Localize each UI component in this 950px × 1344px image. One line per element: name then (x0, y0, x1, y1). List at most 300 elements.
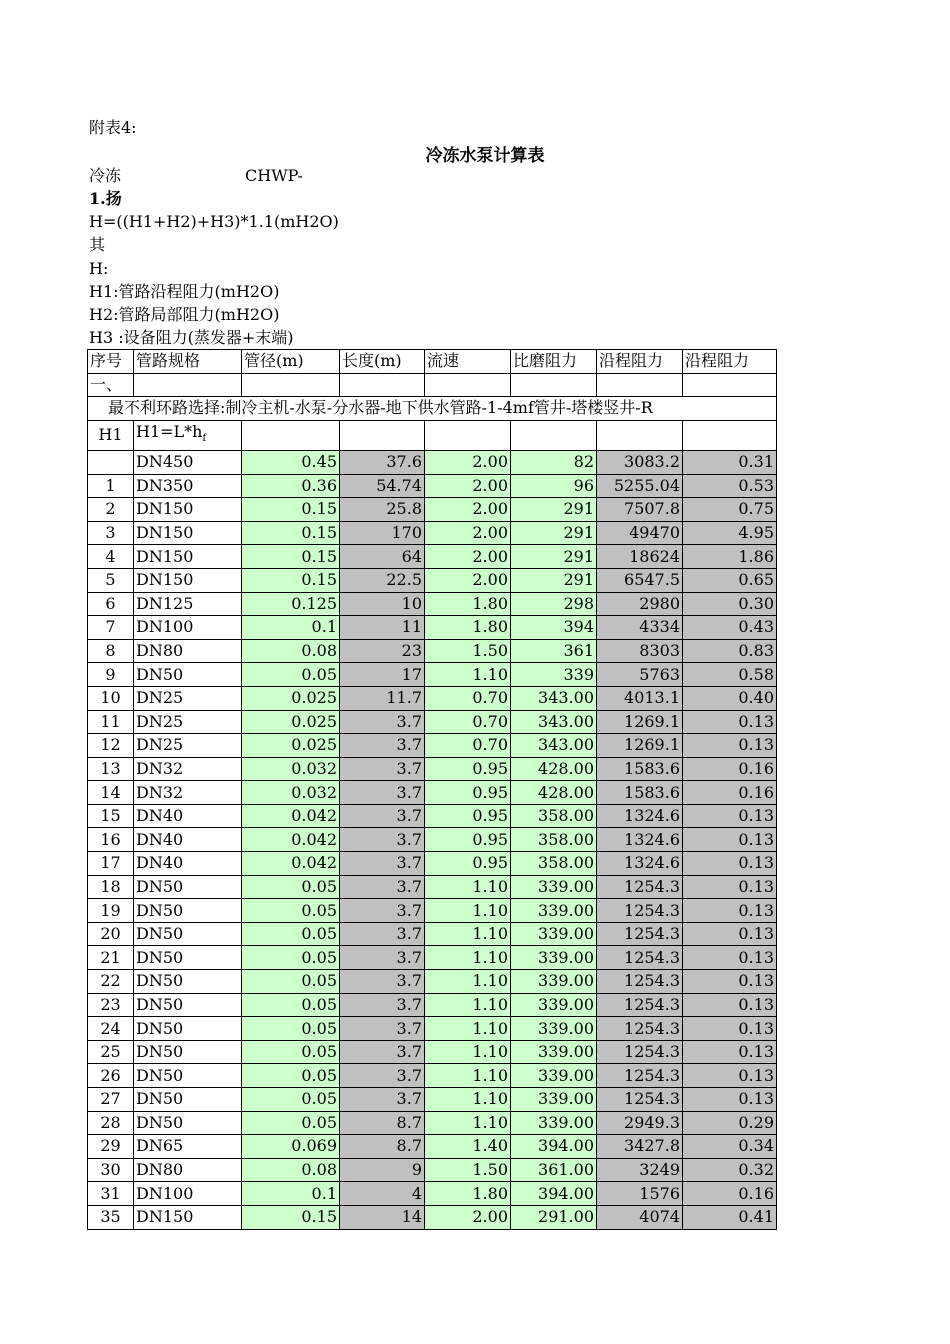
pipe-length: 17 (340, 663, 425, 687)
friction-resistance-mh2o: 0.13 (683, 804, 777, 828)
table-row (88, 1135, 777, 1159)
table-row (88, 545, 777, 569)
pipe-spec: DN150 (134, 545, 242, 569)
friction-resistance: 1254.3 (597, 1040, 683, 1064)
pipe-spec: DN50 (134, 899, 242, 923)
friction-loss: 291 (511, 498, 597, 522)
flow-velocity: 1.10 (425, 1064, 511, 1088)
flow-velocity: 2.00 (425, 545, 511, 569)
pipe-spec: DN80 (134, 639, 242, 663)
col-header-spec: 管路规格 (134, 350, 242, 374)
flow-velocity: 1.10 (425, 946, 511, 970)
row-number: 24 (88, 1017, 134, 1041)
pipe-spec: DN50 (134, 1111, 242, 1135)
pipe-diameter: 0.042 (242, 804, 340, 828)
row-number: 4 (88, 545, 134, 569)
pipe-diameter: 0.36 (242, 474, 340, 498)
table-row (88, 474, 777, 498)
row-number: 29 (88, 1135, 134, 1159)
friction-resistance-mh2o: 0.13 (683, 922, 777, 946)
friction-loss: 343.00 (511, 734, 597, 758)
friction-resistance-mh2o: 0.41 (683, 1205, 777, 1229)
pipe-spec: DN25 (134, 734, 242, 758)
table-row (88, 498, 777, 522)
pipe-diameter: 0.15 (242, 568, 340, 592)
row-number: 15 (88, 804, 134, 828)
pipe-length: 3.7 (340, 970, 425, 994)
head-formula: H=((H1+H2)+H3)*1.1(mH2O) (89, 212, 339, 231)
row-number: 13 (88, 757, 134, 781)
friction-resistance-mh2o: 0.53 (683, 474, 777, 498)
row-number: 10 (88, 686, 134, 710)
flow-velocity: 0.95 (425, 804, 511, 828)
table-row (88, 1040, 777, 1064)
pump-calc-table (87, 349, 777, 1230)
pipe-spec: DN50 (134, 875, 242, 899)
friction-resistance-mh2o: 4.95 (683, 521, 777, 545)
row-number: 20 (88, 922, 134, 946)
pipe-spec: DN25 (134, 710, 242, 734)
flow-velocity: 1.40 (425, 1135, 511, 1159)
pipe-spec: DN40 (134, 804, 242, 828)
flow-velocity: 1.80 (425, 1182, 511, 1206)
friction-resistance: 5763 (597, 663, 683, 687)
friction-loss: 358.00 (511, 804, 597, 828)
pipe-diameter: 0.069 (242, 1135, 340, 1159)
friction-loss: 343.00 (511, 710, 597, 734)
pipe-diameter: 0.05 (242, 1111, 340, 1135)
pipe-length: 8.7 (340, 1111, 425, 1135)
friction-resistance-mh2o: 0.65 (683, 568, 777, 592)
flow-velocity: 1.50 (425, 639, 511, 663)
friction-resistance-mh2o: 0.13 (683, 852, 777, 876)
table-row (88, 804, 777, 828)
friction-resistance-mh2o: 0.13 (683, 1064, 777, 1088)
pipe-diameter: 0.05 (242, 970, 340, 994)
pipe-spec: DN40 (134, 852, 242, 876)
pipe-length: 170 (340, 521, 425, 545)
flow-velocity: 2.00 (425, 498, 511, 522)
friction-resistance: 4334 (597, 616, 683, 640)
row-number: 1 (88, 474, 134, 498)
row-number: 18 (88, 875, 134, 899)
pipe-length: 3.7 (340, 710, 425, 734)
pipe-diameter: 0.05 (242, 946, 340, 970)
friction-loss: 96 (511, 474, 597, 498)
pipe-length: 11 (340, 616, 425, 640)
pipe-length: 9 (340, 1158, 425, 1182)
pipe-spec: DN50 (134, 946, 242, 970)
friction-resistance-mh2o: 0.40 (683, 686, 777, 710)
table-row (88, 568, 777, 592)
pipe-spec: DN450 (134, 450, 242, 474)
friction-loss: 339.00 (511, 993, 597, 1017)
sub-row (88, 373, 777, 397)
row-number: 21 (88, 946, 134, 970)
flow-velocity: 1.10 (425, 1088, 511, 1112)
flow-velocity: 1.10 (425, 922, 511, 946)
friction-resistance: 4074 (597, 1205, 683, 1229)
pipe-length: 25.8 (340, 498, 425, 522)
flow-velocity: 1.80 (425, 616, 511, 640)
friction-resistance-mh2o: 0.13 (683, 993, 777, 1017)
friction-resistance: 1324.6 (597, 804, 683, 828)
pipe-length: 4 (340, 1182, 425, 1206)
h1-label: H1 (88, 420, 134, 450)
friction-loss: 358.00 (511, 852, 597, 876)
pipe-spec: DN150 (134, 521, 242, 545)
friction-loss: 291 (511, 545, 597, 569)
flow-velocity: 1.10 (425, 1040, 511, 1064)
pump-code: CHWP- (245, 166, 303, 185)
friction-loss: 339.00 (511, 1088, 597, 1112)
friction-resistance: 5255.04 (597, 474, 683, 498)
pipe-diameter: 0.05 (242, 1088, 340, 1112)
friction-resistance: 1254.3 (597, 1088, 683, 1112)
friction-loss: 394 (511, 616, 597, 640)
table-row (88, 1088, 777, 1112)
flow-velocity: 0.95 (425, 781, 511, 805)
h2-description: H2:管路局部阻力(mH2O) (89, 305, 280, 324)
friction-resistance-mh2o: 0.13 (683, 875, 777, 899)
friction-loss: 291.00 (511, 1205, 597, 1229)
friction-loss: 298 (511, 592, 597, 616)
friction-loss: 339.00 (511, 875, 597, 899)
pipe-diameter: 0.025 (242, 686, 340, 710)
friction-resistance-mh2o: 0.13 (683, 1088, 777, 1112)
friction-loss: 428.00 (511, 781, 597, 805)
friction-resistance: 1583.6 (597, 781, 683, 805)
row-number: 16 (88, 828, 134, 852)
table-row (88, 781, 777, 805)
friction-loss: 394.00 (511, 1135, 597, 1159)
friction-resistance: 1254.3 (597, 899, 683, 923)
friction-loss: 339.00 (511, 1111, 597, 1135)
pipe-diameter: 0.05 (242, 922, 340, 946)
flow-velocity: 1.10 (425, 970, 511, 994)
friction-resistance-mh2o: 0.13 (683, 970, 777, 994)
pipe-length: 64 (340, 545, 425, 569)
friction-resistance-mh2o: 0.32 (683, 1158, 777, 1182)
pipe-length: 10 (340, 592, 425, 616)
friction-resistance-mh2o: 0.13 (683, 899, 777, 923)
pipe-length: 3.7 (340, 1017, 425, 1041)
table-row (88, 1182, 777, 1206)
pipe-length: 14 (340, 1205, 425, 1229)
friction-resistance: 1254.3 (597, 1064, 683, 1088)
pipe-length: 23 (340, 639, 425, 663)
friction-resistance-mh2o: 0.13 (683, 946, 777, 970)
pipe-diameter: 0.45 (242, 450, 340, 474)
friction-resistance: 49470 (597, 521, 683, 545)
h1-row (88, 420, 777, 450)
pipe-diameter: 0.05 (242, 663, 340, 687)
pipe-spec: DN50 (134, 1017, 242, 1041)
pipe-diameter: 0.1 (242, 616, 340, 640)
flow-velocity: 0.95 (425, 757, 511, 781)
friction-resistance: 1324.6 (597, 852, 683, 876)
row-number: 8 (88, 639, 134, 663)
pipe-diameter: 0.15 (242, 521, 340, 545)
table-row (88, 757, 777, 781)
row-number: 19 (88, 899, 134, 923)
table-row (88, 1017, 777, 1041)
table-row (88, 899, 777, 923)
table-row (88, 828, 777, 852)
table-row (88, 946, 777, 970)
row-number: 6 (88, 592, 134, 616)
pipe-length: 3.7 (340, 734, 425, 758)
pipe-length: 22.5 (340, 568, 425, 592)
pipe-diameter: 0.08 (242, 639, 340, 663)
friction-resistance: 1254.3 (597, 970, 683, 994)
friction-resistance-mh2o: 0.43 (683, 616, 777, 640)
table-row (88, 592, 777, 616)
row-number: 14 (88, 781, 134, 805)
friction-loss: 339.00 (511, 970, 597, 994)
friction-resistance: 2980 (597, 592, 683, 616)
flow-velocity: 2.00 (425, 1205, 511, 1229)
friction-loss: 343.00 (511, 686, 597, 710)
pipe-diameter: 0.025 (242, 734, 340, 758)
friction-resistance: 3083.2 (597, 450, 683, 474)
page-title: 冷冻水泵计算表 (425, 146, 545, 166)
pump-label: 冷冻 (89, 166, 122, 185)
friction-loss: 361.00 (511, 1158, 597, 1182)
friction-resistance: 1254.3 (597, 875, 683, 899)
row-number: 28 (88, 1111, 134, 1135)
flow-velocity: 0.95 (425, 852, 511, 876)
table-row (88, 970, 777, 994)
pipe-spec: DN100 (134, 616, 242, 640)
pipe-diameter: 0.05 (242, 993, 340, 1017)
pipe-length: 3.7 (340, 804, 425, 828)
h1-description: H1:管路沿程阻力(mH2O) (89, 282, 280, 301)
pipe-diameter: 0.05 (242, 899, 340, 923)
row-number: 25 (88, 1040, 134, 1064)
col-header-resistance: 沿程阻力 (597, 350, 683, 374)
flow-velocity: 0.95 (425, 828, 511, 852)
friction-resistance: 1324.6 (597, 828, 683, 852)
row-number: 11 (88, 710, 134, 734)
pipe-diameter: 0.042 (242, 852, 340, 876)
col-header-diameter: 管径(m) (242, 350, 340, 374)
pipe-length: 3.7 (340, 757, 425, 781)
row-number: 7 (88, 616, 134, 640)
pipe-length: 37.6 (340, 450, 425, 474)
flow-velocity: 0.70 (425, 686, 511, 710)
table-row (88, 639, 777, 663)
pipe-diameter: 0.15 (242, 545, 340, 569)
friction-resistance-mh2o: 0.13 (683, 1040, 777, 1064)
h1-formula: $H1=L*h_f$ (134, 420, 242, 450)
pipe-length: 8.7 (340, 1135, 425, 1159)
pipe-spec: DN65 (134, 1135, 242, 1159)
friction-loss: 339.00 (511, 922, 597, 946)
pipe-diameter: 0.05 (242, 1017, 340, 1041)
friction-resistance-mh2o: 0.13 (683, 710, 777, 734)
friction-loss: 339.00 (511, 1040, 597, 1064)
friction-resistance-mh2o: 0.31 (683, 450, 777, 474)
pipe-diameter: 0.15 (242, 498, 340, 522)
pipe-diameter: 0.125 (242, 592, 340, 616)
friction-loss: 291 (511, 568, 597, 592)
note-qi: 其 (89, 235, 106, 254)
flow-velocity: 1.80 (425, 592, 511, 616)
friction-resistance: 1269.1 (597, 734, 683, 758)
pipe-diameter: 0.05 (242, 1064, 340, 1088)
friction-loss: 339.00 (511, 946, 597, 970)
flow-velocity: 1.10 (425, 663, 511, 687)
row-number: 17 (88, 852, 134, 876)
friction-resistance-mh2o: 0.29 (683, 1111, 777, 1135)
friction-resistance-mh2o: 0.30 (683, 592, 777, 616)
pipe-length: 3.7 (340, 922, 425, 946)
pipe-length: 3.7 (340, 899, 425, 923)
flow-velocity: 0.70 (425, 710, 511, 734)
pipe-diameter: 0.1 (242, 1182, 340, 1206)
pipe-spec: DN50 (134, 970, 242, 994)
pipe-diameter: 0.05 (242, 1040, 340, 1064)
pipe-diameter: 0.025 (242, 710, 340, 734)
flow-velocity: 0.70 (425, 734, 511, 758)
pipe-spec: DN50 (134, 922, 242, 946)
pipe-spec: DN150 (134, 498, 242, 522)
flow-velocity: 1.10 (425, 899, 511, 923)
friction-resistance-mh2o: 0.34 (683, 1135, 777, 1159)
friction-resistance-mh2o: 0.16 (683, 1182, 777, 1206)
friction-loss: 339.00 (511, 1064, 597, 1088)
friction-resistance-mh2o: 0.13 (683, 828, 777, 852)
col-header-velocity: 流速 (425, 350, 511, 374)
pipe-spec: DN100 (134, 1182, 242, 1206)
friction-resistance: 18624 (597, 545, 683, 569)
row-number: 26 (88, 1064, 134, 1088)
pipe-spec: DN50 (134, 1040, 242, 1064)
pipe-length: 3.7 (340, 1064, 425, 1088)
pipe-diameter: 0.08 (242, 1158, 340, 1182)
pipe-length: 3.7 (340, 852, 425, 876)
table-row (88, 1111, 777, 1135)
row-number (88, 450, 134, 474)
table-row (88, 1205, 777, 1229)
friction-resistance-mh2o: 0.83 (683, 639, 777, 663)
table-header-row (88, 350, 777, 374)
row-number: 23 (88, 993, 134, 1017)
table-row (88, 686, 777, 710)
row-number: 27 (88, 1088, 134, 1112)
pipe-diameter: 0.15 (242, 1205, 340, 1229)
section-heading: 1.扬 (89, 189, 122, 208)
pipe-spec: DN40 (134, 828, 242, 852)
friction-loss: 339.00 (511, 899, 597, 923)
row-number: 9 (88, 663, 134, 687)
route-note-row (88, 397, 777, 421)
col-header-resistance-2: 沿程阻力 (683, 350, 777, 374)
friction-loss: 82 (511, 450, 597, 474)
flow-velocity: 2.00 (425, 521, 511, 545)
row-number: 5 (88, 568, 134, 592)
table-row (88, 710, 777, 734)
friction-resistance: 1254.3 (597, 993, 683, 1017)
pipe-length: 11.7 (340, 686, 425, 710)
row-number: 31 (88, 1182, 134, 1206)
friction-resistance: 6547.5 (597, 568, 683, 592)
pipe-spec: DN32 (134, 757, 242, 781)
friction-loss: 361 (511, 639, 597, 663)
flow-velocity: 2.00 (425, 568, 511, 592)
flow-velocity: 2.00 (425, 450, 511, 474)
table-row (88, 1064, 777, 1088)
pipe-length: 3.7 (340, 1040, 425, 1064)
table-row (88, 852, 777, 876)
note-h: H: (89, 259, 109, 278)
flow-velocity: 1.10 (425, 1111, 511, 1135)
friction-resistance: 7507.8 (597, 498, 683, 522)
table-row (88, 1158, 777, 1182)
friction-loss: 358.00 (511, 828, 597, 852)
friction-resistance: 4013.1 (597, 686, 683, 710)
friction-resistance: 1583.6 (597, 757, 683, 781)
col-header-no: 序号 (88, 350, 134, 374)
flow-velocity: 1.10 (425, 993, 511, 1017)
table-row (88, 450, 777, 474)
friction-loss: 394.00 (511, 1182, 597, 1206)
row-number: 2 (88, 498, 134, 522)
friction-loss: 291 (511, 521, 597, 545)
friction-resistance-mh2o: 0.75 (683, 498, 777, 522)
pipe-diameter: 0.042 (242, 828, 340, 852)
row-number: 30 (88, 1158, 134, 1182)
pipe-diameter: 0.032 (242, 757, 340, 781)
pipe-length: 3.7 (340, 828, 425, 852)
friction-resistance: 2949.3 (597, 1111, 683, 1135)
pipe-spec: DN32 (134, 781, 242, 805)
table-row (88, 922, 777, 946)
row-number: 22 (88, 970, 134, 994)
pipe-spec: DN50 (134, 663, 242, 687)
col-header-length: 长度(m) (340, 350, 425, 374)
friction-loss: 339.00 (511, 1017, 597, 1041)
row-number: 35 (88, 1205, 134, 1229)
pipe-spec: DN50 (134, 1088, 242, 1112)
pipe-spec: DN150 (134, 568, 242, 592)
friction-loss: 339 (511, 663, 597, 687)
friction-resistance: 3427.8 (597, 1135, 683, 1159)
pipe-length: 54.74 (340, 474, 425, 498)
pipe-diameter: 0.05 (242, 875, 340, 899)
friction-resistance-mh2o: 0.16 (683, 757, 777, 781)
row-number: 3 (88, 521, 134, 545)
friction-resistance-mh2o: 0.13 (683, 734, 777, 758)
flow-velocity: 1.10 (425, 1017, 511, 1041)
pipe-length: 3.7 (340, 875, 425, 899)
pipe-length: 3.7 (340, 1088, 425, 1112)
pipe-spec: DN50 (134, 993, 242, 1017)
pipe-spec: DN150 (134, 1205, 242, 1229)
table-row (88, 993, 777, 1017)
pipe-length: 3.7 (340, 993, 425, 1017)
friction-resistance: 1254.3 (597, 946, 683, 970)
pipe-spec: DN50 (134, 1064, 242, 1088)
table-row (88, 734, 777, 758)
row-number: 12 (88, 734, 134, 758)
h3-description: H3 :设备阻力(蒸发器+末端) (89, 328, 294, 347)
friction-resistance-mh2o: 0.13 (683, 1017, 777, 1041)
pipe-length: 3.7 (340, 781, 425, 805)
pipe-length: 3.7 (340, 946, 425, 970)
friction-resistance: 1254.3 (597, 922, 683, 946)
